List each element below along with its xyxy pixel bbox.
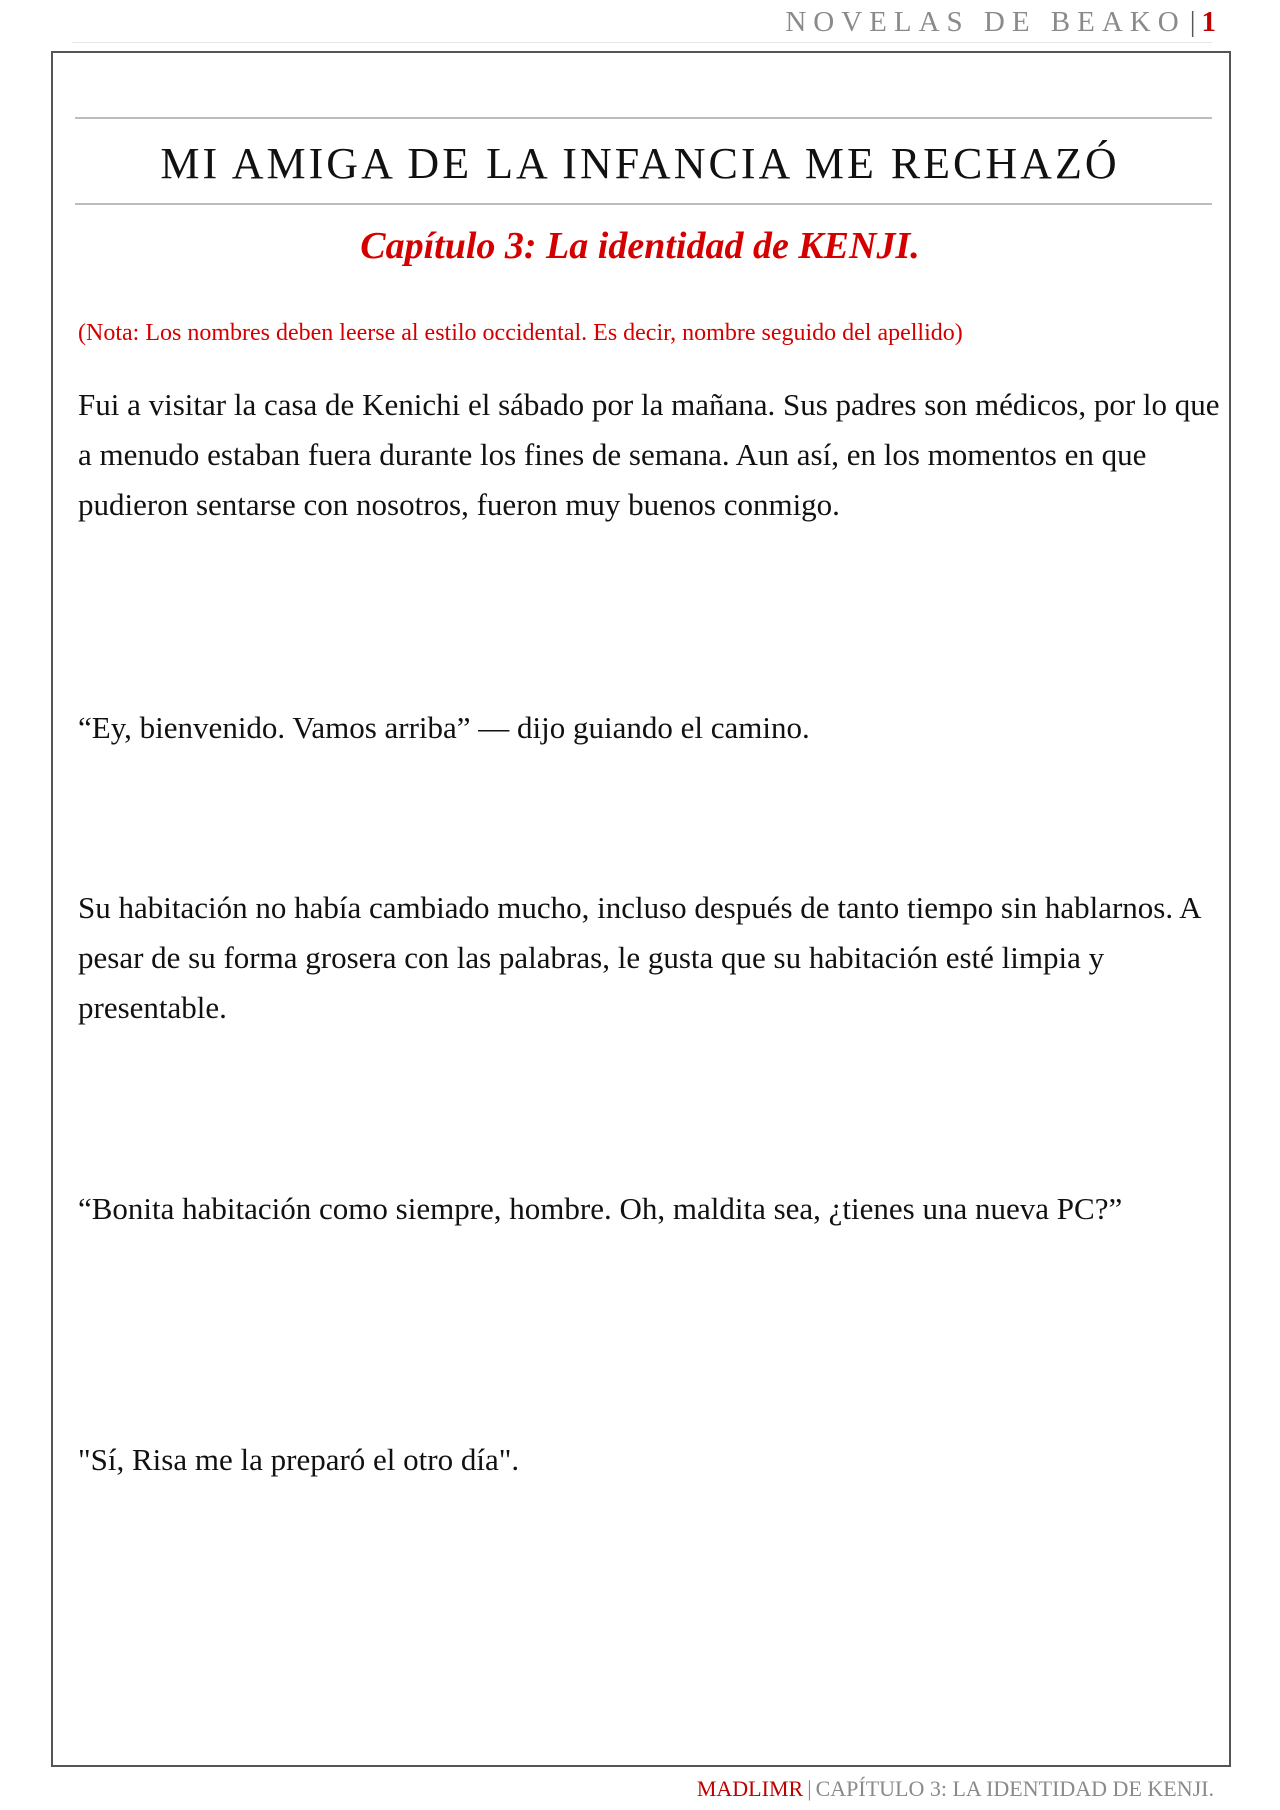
paragraph: “Bonita habitación como siempre, hombre. Oh, maldita sea, ¿tienes una nueva PC?” (78, 1191, 1123, 1226)
chapter-title: Capítulo 3: La identidad de KENJI. (360, 225, 920, 267)
paragraph: Fui a visitar la casa de Kenichi el sábado por la mañana. Sus padres son médicos, por lo que a menudo estaban fuera durante los fines de semana. Aun así, en los momentos en que pudieron sentarse con nosotros, fueron muy buenos conmigo. (78, 387, 1220, 522)
novel-title: MI AMIGA DE LA INFANCIA ME RECHAZÓ (160, 139, 1120, 188)
page-footer (697, 1776, 1214, 1802)
page-header (785, 6, 1216, 39)
footer-author: MADLIMR (696, 1776, 804, 1801)
paragraph: "Sí, Risa me la preparó el otro día". (78, 1442, 520, 1477)
footer-separator: | (807, 1776, 812, 1801)
footer-chapter: CAPÍTULO 3: LA IDENTIDAD DE KENJI. (815, 1776, 1214, 1801)
title-top-rule (75, 117, 1212, 119)
header-separator: | (1189, 6, 1196, 38)
translation-note: (Nota: Los nombres deben leerse al estilo occidental. Es decir, nombre seguido del apellido) (78, 320, 963, 346)
site-name: NOVELAS DE BEAKO (785, 6, 1186, 38)
header-rule (72, 42, 1212, 43)
paragraph: “Ey, bienvenido. Vamos arriba” — dijo guiando el camino. (78, 710, 810, 745)
paragraph: Su habitación no había cambiado mucho, incluso después de tanto tiempo sin hablarnos. A pesar de su forma grosera con las palabras, le gusta que su habitación esté limpia y presentable. (78, 890, 1200, 1025)
page-number: 1 (1201, 6, 1216, 38)
title-bottom-rule (75, 203, 1212, 205)
